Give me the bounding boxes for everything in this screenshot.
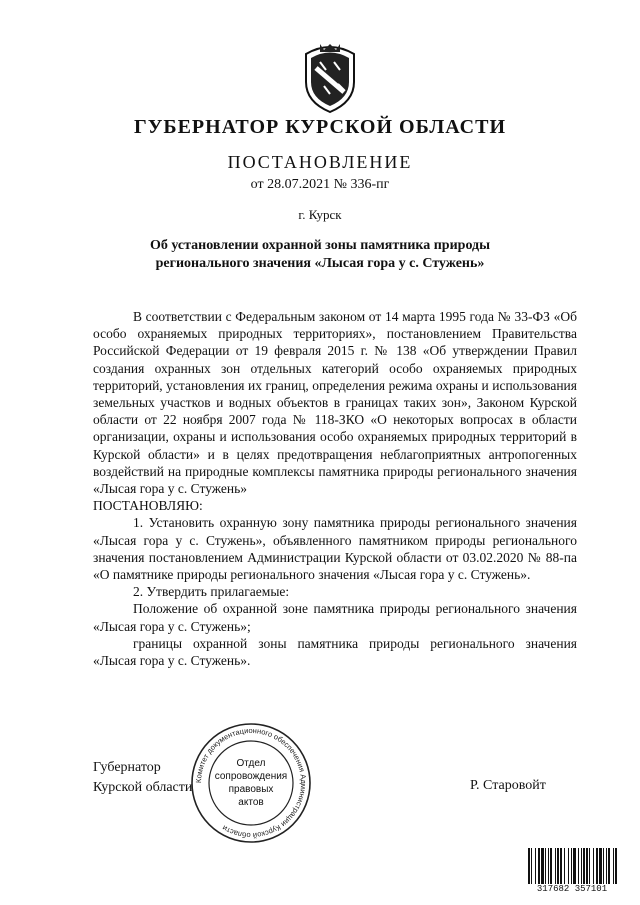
preamble-paragraph: В соответствии с Федеральным законом от 14 марта 1995 года № 33-ФЗ «Об особо охраняемых природных территориях», постановлением Правительства Российской Федерации от 19 февраля 2015 г. № 138 «Об утверждении Правил создания охранных зон отдельных категорий особо охраняемых природных территорий, установления их границ, определения режима охраны и использования земельных участков и водных объектов в границах таких зон», Законом Курской области от 22 ноября 2007 года № 118-ЗКО «О некоторых вопросах в области организации, охраны и использования особо охраняемых природных территорий в Курской области» и в целях предотвращения неблагоприятных антропогенных воздействий на природные комплексы памятника природы регионального значения «Лысая гора у с. Стужень» — [93, 309, 577, 497]
signatory-position-line-1: Губернатор — [93, 760, 161, 775]
barcode-bar — [545, 848, 546, 884]
document-body — [93, 308, 577, 669]
stamp-line-4: актов — [238, 797, 264, 808]
barcode-bar — [608, 848, 610, 884]
barcode-bar — [571, 848, 572, 884]
coat-of-arms-emblem — [298, 40, 362, 114]
barcode-bar — [557, 848, 559, 884]
clause-2: 2. Утвердить прилагаемые: — [133, 584, 290, 600]
stamp-ring-text: Комитет документационного обеспечения Администрации Курской области — [193, 725, 309, 841]
barcode-bar — [583, 848, 585, 884]
document-date-number: от 28.07.2021 № 336-пг — [250, 177, 390, 192]
barcode-bar — [564, 848, 565, 884]
title-line-1: Об установлении охранной зоны памятника природы — [149, 238, 491, 253]
document-city: г. Курск — [298, 207, 342, 222]
barcode-bar — [548, 848, 549, 884]
barcode-bar — [528, 848, 530, 884]
barcode-bar — [606, 848, 607, 884]
signatory-position — [93, 758, 192, 798]
stamp-line-2: сопровождения — [214, 771, 288, 782]
barcode-bar — [568, 848, 569, 884]
stamp-line-1: Отдел — [236, 758, 266, 769]
decree-word: ПОСТАНОВЛЯЮ: — [93, 498, 203, 514]
barcode-bar — [573, 848, 576, 884]
barcode-bar — [599, 848, 602, 884]
document-title — [110, 237, 530, 273]
stamp-line-3: правовых — [228, 784, 274, 795]
barcode-bar — [615, 848, 617, 884]
clause-2-item-b: границы охранной зоны памятника природы регионального значения «Лысая гора у с. Стужень». — [93, 635, 577, 669]
barcode-bar — [531, 848, 532, 884]
barcode-bar — [578, 848, 579, 884]
barcode-bar — [535, 848, 536, 884]
signatory-name: Р. Старовойт — [470, 778, 546, 793]
barcode-bar — [613, 848, 614, 884]
clause-1: 1. Установить охранную зону памятника природы регионального значения «Лысая гора у с. Стужень», объявленного памятником природы регионального значения постановлением Администрации Курской области от 03.02.2020 № 88-па «О памятнике природы регионального значения «Лысая гора у с. Стужень». — [93, 515, 577, 583]
clause-2-item-a: Положение об охранной зоне памятника природы регионального значения «Лысая гора у с. Стужень»; — [93, 601, 577, 634]
document-barcode — [528, 848, 618, 888]
title-line-2: регионального значения «Лысая гора у с. Стужень» — [155, 256, 485, 271]
barcode-number: 317682 357101 — [536, 884, 608, 894]
document-type: ПОСТАНОВЛЕНИЕ — [227, 152, 413, 172]
barcode-bar — [593, 848, 594, 884]
barcode-bar — [555, 848, 556, 884]
barcode-bar — [596, 848, 598, 884]
signatory-position-line-2: Курской области — [93, 780, 193, 795]
barcode-bar — [603, 848, 604, 884]
barcode-bar — [560, 848, 562, 884]
barcode-bar — [586, 848, 588, 884]
barcode-bar — [581, 848, 582, 884]
issuing-authority: ГУБЕРНАТОР КУРСКОЙ ОБЛАСТИ — [133, 116, 507, 138]
stamp-inner-text — [190, 757, 312, 809]
barcode-bar — [538, 848, 540, 884]
barcode-bar — [541, 848, 544, 884]
barcode-bar — [550, 848, 552, 884]
barcode-bar — [589, 848, 590, 884]
